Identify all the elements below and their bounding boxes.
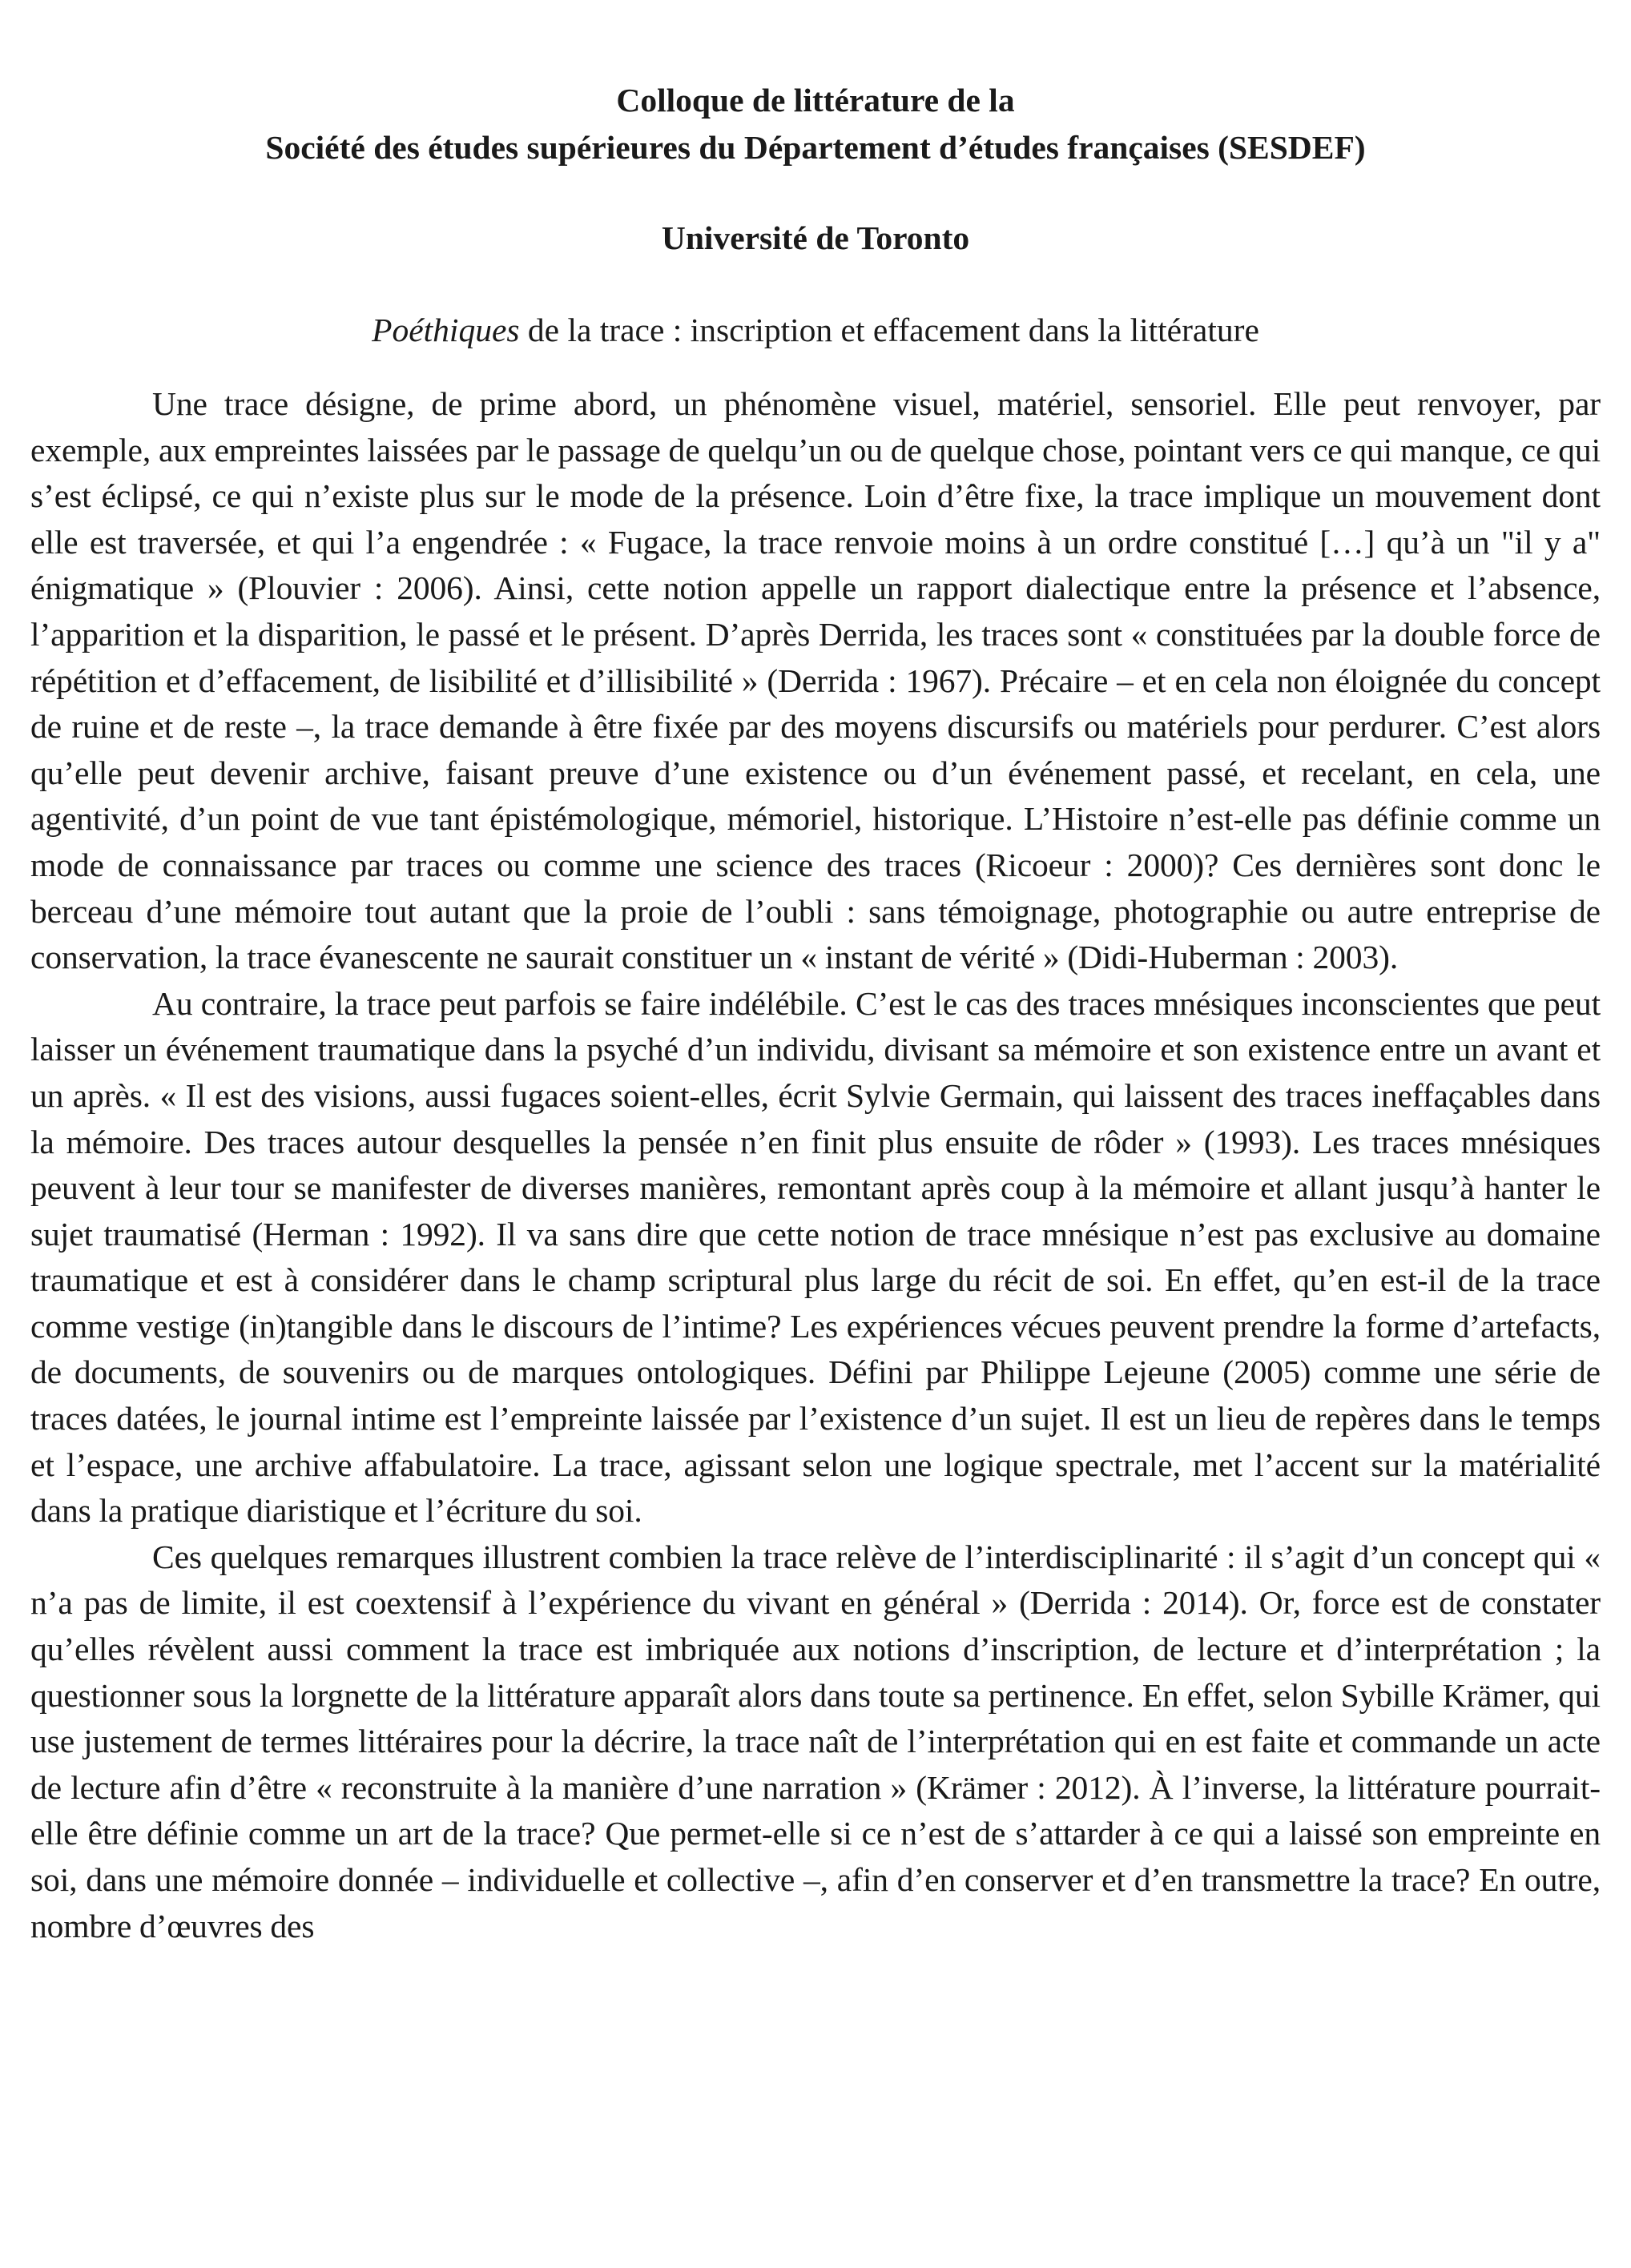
paragraph-1: Une trace désigne, de prime abord, un phénomène visuel, matériel, sensoriel. Elle peut renvoyer, par exemple, aux empreintes laissées par le passage de quelqu’un ou de quelque chose, pointant vers ce qui manque, ce qui s’est éclipsé, ce qui n’existe plus sur le mode de la présence. Loin d’être fixe, la trace implique un mouvement dont elle est traversée, et qui l’a engendrée : « Fugace, la trace renvoie moins à un ordre constitué […] qu’à un "il y a" énigmatique » (Plouvier : 2006). Ainsi, cette notion appelle un rapport dialectique entre la présence et l’absence, l’apparition et la disparition, le passé et le présent. D’après Derrida, les traces sont « constituées par la double force de répétition et d’effacement, de lisibilité et d’illisibilité » (Derrida : 1967). Précaire – et en cela non éloignée du concept de ruine et de reste –, la trace demande à être fixée par des moyens discursifs ou matériels pour perdurer. C’est alors qu’elle peut devenir archive, faisant preuve d’une existence ou d’un événement passé, et recelant, en cela, une agentivité, d’un point de vue tant épistémologique, mémoriel, historique. L’Histoire n’est-elle pas définie comme un mode de connaissance par traces ou comme une science des traces (Ricoeur : 2000)? Ces dernières sont donc le berceau d’une mémoire tout autant que la proie de l’oubli : sans témoignage, photographie ou autre entreprise de conservation, la trace évanescente ne saurait constituer un « instant de vérité » (Didi-Huberman : 2003). bbox=[30, 385, 1601, 976]
body-text bbox=[30, 381, 1601, 1949]
header-line-1: Colloque de littérature de la bbox=[616, 82, 1015, 119]
paragraph-3: Ces quelques remarques illustrent combien la trace relève de l’interdisciplinarité : il s’agit d’un concept qui « n’a pas de limite, il est coextensif à l’expérience du vivant en général » (Derrida : 2014). Or, force est de constater qu’elles révèlent aussi comment la trace est imbriquée aux notions d’inscription, de lecture et d’interprétation ; la questionner sous la lorgnette de la littérature apparaît alors dans toute sa pertinence. En effet, selon Sybille Krämer, qui use justement de termes littéraires pour la décrire, la trace naît de l’interprétation qui en est faite et commande un acte de lecture afin d’être « reconstruite à la manière d’une narration » (Krämer : 2012). À l’inverse, la littérature pourrait-elle être définie comme un art de la trace? Que permet-elle si ce n’est de s’attarder à ce qui a laissé son empreinte en soi, dans une mémoire donnée – individuelle et collective –, afin d’en conserver et d’en transmettre la trace? En outre, nombre d’œuvres des bbox=[30, 1538, 1601, 1944]
university-name: Université de Toronto bbox=[661, 219, 970, 256]
subtitle-italic: Poéthiques bbox=[372, 312, 520, 348]
colloquium-subtitle bbox=[30, 307, 1601, 354]
paragraph-2: Au contraire, la trace peut parfois se faire indélébile. C’est le cas des traces mnésiques inconscientes que peut laisser un événement traumatique dans la psyché d’un individu, divisant sa mémoire et son existence entre un avant et un après. « Il est des visions, aussi fugaces soient-elles, écrit Sylvie Germain, qui laissent des traces ineffaçables dans la mémoire. Des traces autour desquelles la pensée n’en finit plus ensuite de rôder » (1993). Les traces mnésiques peuvent à leur tour se manifester de diverses manières, remontant après coup à la mémoire et allant jusqu’à hanter le sujet traumatisé (Herman : 1992). Il va sans dire que cette notion de trace mnésique n’est pas exclusive au domaine traumatique et est à considérer dans le champ scriptural plus large du récit de soi. En effet, qu’en est-il de la trace comme vestige (in)tangible dans le discours de l’intime? Les expériences vécues peuvent prendre la forme d’artefacts, de documents, de souvenirs ou de marques ontologiques. Défini par Philippe Lejeune (2005) comme une série de traces datées, le journal intime est l’empreinte laissée par l’existence d’un sujet. Il est un lieu de repères dans le temps et l’espace, une archive affabulatoire. La trace, agissant selon une logique spectrale, met l’accent sur la matérialité dans la pratique diaristique et l’écriture du soi. bbox=[30, 984, 1601, 1530]
colloquium-header bbox=[30, 77, 1601, 171]
header-line-2: Société des études supérieures du Département d’études françaises (SESDEF) bbox=[265, 129, 1366, 166]
subtitle-rest: de la trace : inscription et effacement dans la littérature bbox=[519, 312, 1259, 348]
